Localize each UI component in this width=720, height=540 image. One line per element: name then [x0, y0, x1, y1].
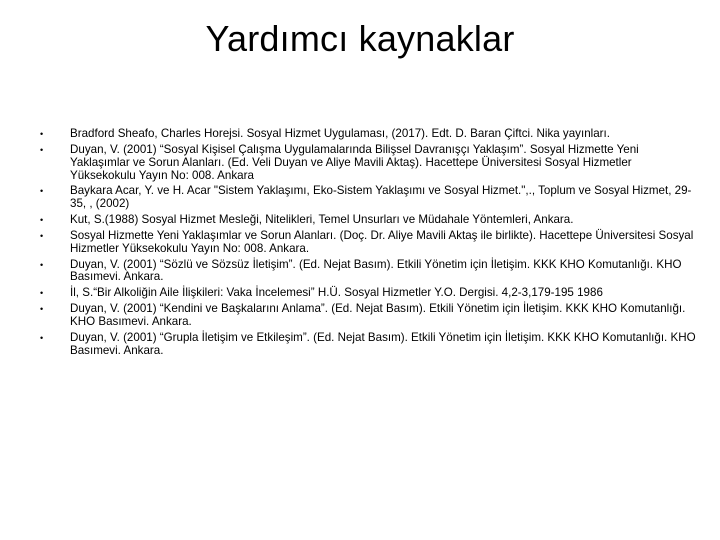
reference-item	[40, 259, 700, 285]
reference-item	[40, 287, 700, 300]
reference-list	[40, 128, 700, 360]
bullet-icon: •	[40, 332, 44, 343]
reference-text: Duyan, V. (2001) “Sosyal Kişisel Çalışma Uygulamalarında Bilişsel Davranışçı Yaklaşım”. Sosyal Hizmette Yeni Yaklaşımlar ve Sorun Alanları. (Ed. Veli Duyan ve Aliye Mavili Aktaş). Hacettepe Üniversitesi Sosyal Hizmetler Yüksekokulu Yayın No: 008. Ankara	[70, 143, 639, 182]
bullet-icon: •	[40, 259, 44, 270]
reference-item	[40, 144, 700, 182]
bullet-icon: •	[40, 214, 44, 225]
bullet-icon: •	[40, 304, 44, 315]
reference-text: Bradford Sheafo, Charles Horejsi. Sosyal Hizmet Uygulaması, (2017). Edt. D. Baran Çiftci. Nika yayınları.	[70, 127, 610, 140]
reference-item	[40, 214, 700, 227]
reference-text: Duyan, V. (2001) “Grupla İletişim ve Etkileşim”. (Ed. Nejat Basım). Etkili Yönetim için İletişim. KKK KHO Komutanlığı. KHO Basımevi. Ankara.	[70, 330, 696, 357]
bullet-icon: •	[40, 129, 44, 139]
slide-title: Yardımcı kaynaklar	[205, 18, 515, 59]
reference-item	[40, 303, 700, 329]
reference-text: Duyan, V. (2001) “Sözlü ve Sözsüz İletişim”. (Ed. Nejat Basım). Etkili Yönetim için İletişim. KKK KHO Komutanlığı. KHO Basımevi. Ankara.	[70, 257, 682, 284]
bullet-icon: •	[40, 230, 44, 241]
reference-text: İl, S.“Bir Alkoliğin Aile İlişkileri: Vaka İncelemesi” H.Ü. Sosyal Hizmetler Y.O. Dergisi. 4,2-3,179-195 1986	[70, 286, 603, 300]
reference-text: Kut, S.(1988) Sosyal Hizmet Mesleği, Nitelikleri, Temel Unsurları ve Müdahale Yöntemleri, Ankara.	[70, 212, 574, 226]
reference-text: Baykara Acar, Y. ve H. Acar "Sistem Yaklaşımı, Eko-Sistem Yaklaşımı ve Sosyal Hizmet.",., Toplum ve Sosyal Hizmet, 29-35, , (2002)	[70, 184, 692, 211]
bullet-icon: •	[40, 186, 44, 197]
reference-item	[40, 128, 700, 141]
bullet-icon: •	[40, 288, 44, 299]
reference-text: Sosyal Hizmette Yeni Yaklaşımlar ve Sorun Alanları. (Doç. Dr. Aliye Mavili Aktaş ile birlikte). Hacettepe Üniversitesi Sosyal Hizmetler Yüksekokulu Yayın No: 008. Ankara.	[70, 228, 694, 255]
reference-item	[40, 332, 700, 358]
reference-item	[40, 230, 700, 256]
bullet-icon: •	[40, 145, 44, 155]
reference-text: Duyan, V. (2001) “Kendini ve Başkalarını Anlama”. (Ed. Nejat Basım). Etkili Yönetim için İletişim. KKK KHO Komutanlığı. KHO Basımevi. Ankara.	[70, 302, 686, 328]
reference-item	[40, 185, 700, 211]
